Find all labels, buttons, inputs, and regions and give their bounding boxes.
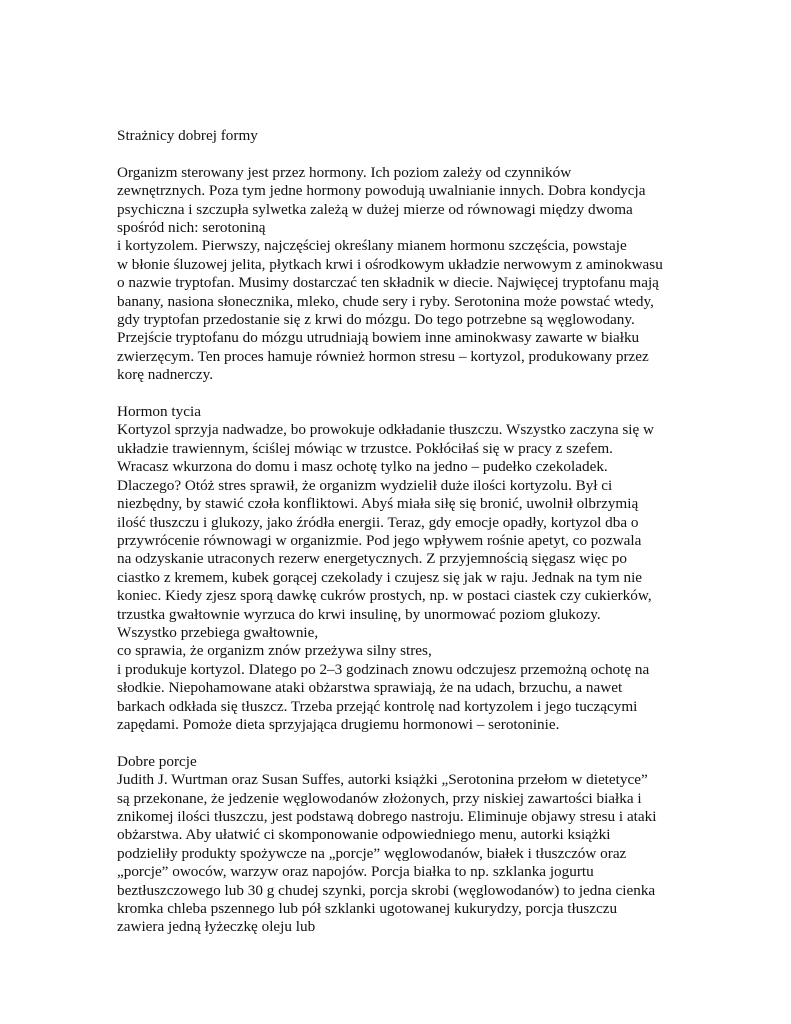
section-line: ciastko z kremem, kubek gorącej czekolady i czujesz się jak w raju. Jednak na tym nie (117, 568, 643, 586)
section-line: podzieliły produkty spożywcze na „porcje” węglowodanów, białek i tłuszczów oraz (117, 844, 627, 862)
section-line: ilość tłuszczu i glukozy, jako źródła energii. Teraz, gdy emocje opadły, kortyzol dba o (117, 513, 639, 531)
section-line: słodkie. Niepohamowane ataki obżarstwa sprawiają, że na udach, brzuchu, a nawet (117, 679, 623, 697)
intro-line: korę nadnerczy. (117, 366, 213, 384)
section-hormon-tycia (117, 403, 697, 734)
section-line: przywrócenie równowagi w organizmie. Pod jego wpływem rośnie apetyt, co pozwala (117, 531, 642, 549)
section-line: obżarstwa. Aby ułatwić ci skomponowanie odpowiedniego menu, autorki książki (117, 826, 611, 844)
section-line: znikomej ilości tłuszczu, jest podstawą dobrego nastroju. Eliminuje objawy stresu i ataki (117, 807, 657, 825)
document-title: Strażnicy dobrej formy (117, 127, 258, 144)
section-line: kromka chleba pszennego lub pół szklanki ugotowanej kukurydzy, porcja tłuszczu (117, 900, 618, 918)
section-line: barkach odkłada się tłuszcz. Trzeba przejąć kontrolę nad kortyzolem i jego tuczącymi (117, 697, 638, 715)
section-line: Wszystko przebiega gwałtownie, (117, 623, 319, 641)
section-line: zawiera jedną łyżeczkę oleju lub (117, 918, 316, 936)
section-line: Judith J. Wurtman oraz Susan Suffes, autorki książki „Serotonina przełom w dietetyce” (117, 771, 648, 789)
section-dobre-porcje (117, 753, 697, 937)
intro-line: psychiczna i szczupła sylwetka zależą w dużej mierze od równowagi między dwoma (117, 200, 633, 218)
intro-line: o nazwie tryptofan. Musimy dostarczać ten składnik w diecie. Najwięcej tryptofanu mają (117, 274, 659, 292)
section-line: co sprawia, że organizm znów przeżywa silny stres, (117, 642, 432, 660)
section-line: Kortyzol sprzyja nadwadze, bo prowokuje odkładanie tłuszczu. Wszystko zaczyna się w (117, 421, 655, 439)
section-line: beztłuszczowego lub 30 g chudej szynki, porcja skrobi (węglowodanów) to jedna cienka (117, 881, 656, 899)
section-line: i produkuje kortyzol. Dlatego po 2–3 godzinach znowu odczujesz przemożną ochotę na (117, 660, 650, 678)
section-line: trzustka gwałtownie wyrzuca do krwi insulinę, by unormować poziom glukozy. (117, 605, 601, 623)
spacer (117, 145, 697, 163)
section-heading: Dobre porcje (117, 752, 197, 770)
intro-line: spośród nich: serotoniną (117, 219, 266, 237)
section-line: układzie trawiennym, ściślej mówiąc w trzustce. Pokłóciłaś się w pracy z szefem. (117, 439, 613, 457)
section-line: Dlaczego? Otóż stres sprawił, że organizm wydzielił duże ilości kortyzolu. Był ci (117, 476, 613, 494)
intro-line: w błonie śluzowej jelita, płytkach krwi i ośrodkowym układzie nerwowym z aminokwasu (117, 255, 663, 273)
document-page (117, 127, 697, 937)
intro-line: Organizm sterowany jest przez hormony. Ich poziom zależy od czynników (117, 163, 572, 181)
intro-line: zewnętrznych. Poza tym jedne hormony powodują uwalnianie innych. Dobra kondycja (117, 182, 646, 200)
section-line: niezbędny, by stawić czoła konfliktowi. Abyś miała siłę się bronić, uwolnił olbrzymią (117, 495, 639, 513)
section-heading: Hormon tycia (117, 403, 201, 421)
intro-line: banany, nasiona słonecznika, mleko, chude sery i ryby. Serotonina może powstać wtedy, (117, 292, 654, 310)
spacer (117, 385, 697, 403)
spacer (117, 734, 697, 752)
intro-line: zwierzęcym. Ten proces hamuje również hormon stresu – kortyzol, produkowany przez (117, 347, 649, 365)
section-line: zapędami. Pomoże dieta sprzyjająca drugiemu hormonowi – serotoninie. (117, 715, 560, 733)
section-line: „porcje” owoców, warzyw oraz napojów. Porcja białka to np. szklanka jogurtu (117, 863, 594, 881)
intro-line: i kortyzolem. Pierwszy, najczęściej określany mianem hormonu szczęścia, powstaje (117, 237, 627, 255)
section-line: koniec. Kiedy zjesz sporą dawkę cukrów prostych, np. w postaci ciastek czy cukierków, (117, 587, 652, 605)
section-line: są przekonane, że jedzenie węglowodanów złożonych, przy niskiej zawartości białka i (117, 789, 642, 807)
intro-line: gdy tryptofan przedostanie się z krwi do mózgu. Do tego potrzebne są węglowodany. (117, 311, 635, 329)
section-line: Wracasz wkurzona do domu i masz ochotę tylko na jedno – pudełko czekoladek. (117, 458, 608, 476)
section-line: na odzyskanie utraconych rezerw energetycznych. Z przyjemnością sięgasz więc po (117, 550, 627, 568)
intro-line: Przejście tryptofanu do mózgu utrudniają bowiem inne aminokwasy zawarte w białku (117, 329, 640, 347)
intro-paragraph (117, 164, 697, 385)
